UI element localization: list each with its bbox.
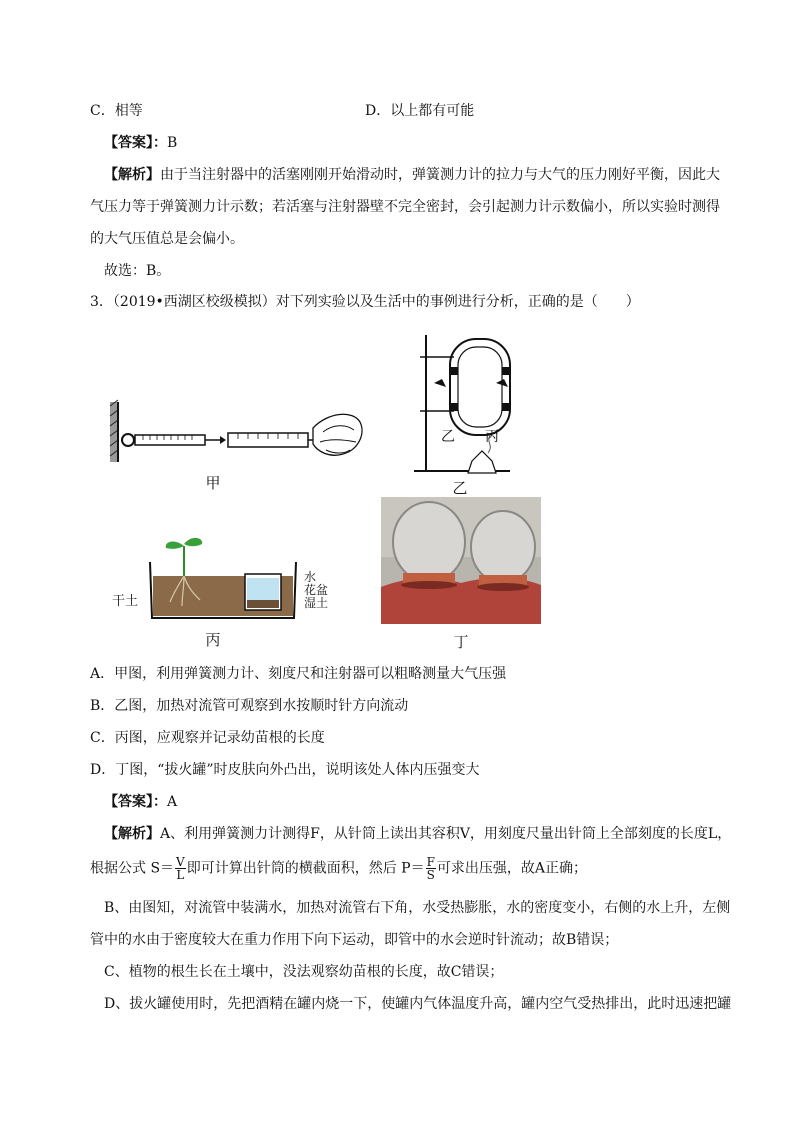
q3-analysis-a-line1 bbox=[104, 824, 731, 844]
answer-value: B bbox=[167, 135, 178, 151]
formula-mid: 即可计算出针筒的横截面积，然后 P＝ bbox=[186, 860, 425, 877]
q3-analysis-d: D、拔火罐使用时，先把酒精在罐内烧一下，使罐内气体温度升高，罐内空气受热排出，此时迅速把罐 bbox=[104, 996, 732, 1012]
fraction-v-over-l bbox=[175, 856, 186, 881]
option-d: D．以上都有可能 bbox=[365, 103, 475, 119]
q3-analysis-c: C、植物的根生长在土壤中，没法观察幼苗根的长度，故C错误； bbox=[104, 964, 504, 980]
analysis-text: A、利用弹簧测力计测得F，从针筒上读出其容积V，用刻度尺量出针筒上全部刻度的长度L， bbox=[160, 826, 732, 842]
prev-analysis-line3: 的大气压值总是会偏小。 bbox=[90, 231, 244, 247]
option-c-q3: C．丙图，应观察并记录幼苗根的长度 bbox=[90, 730, 325, 746]
figure-bing-tag-wet-soil: 湿土 bbox=[304, 596, 329, 610]
formula-post: 可求出压强，故A正确； bbox=[436, 860, 588, 877]
figure-bing-tag-dry-soil: 干土 bbox=[112, 594, 139, 609]
q3-analysis-b-line1: B、由图知，对流管中装满水，加热对流管右下角，水受热膨胀，水的密度变小，右侧的水上升，左侧 bbox=[104, 900, 731, 916]
analysis-text: 由于当注射器中的活塞刚刚开始滑动时，弹簧测力计的拉力与大气的压力刚好平衡，因此大 bbox=[160, 167, 720, 183]
figure-ding-label: 丁 bbox=[453, 633, 469, 651]
fraction-f-over-s bbox=[426, 856, 436, 881]
figure-yi-tag-bing: 丙 bbox=[485, 429, 499, 445]
figure-jia-syringe bbox=[108, 392, 368, 472]
option-d-q3: D．丁图，“拔火罐”时皮肤向外凸出，说明该处人体内压强变大 bbox=[90, 762, 480, 778]
answer-label: 【答案】： bbox=[104, 794, 167, 810]
question3-stem: 3．（2019•西湖区校级模拟）对下列实验以及生活中的事例进行分析，正确的是（ ） bbox=[90, 294, 640, 310]
q3-analysis-b-line2: 管中的水由于密度较大在重力作用下向下运动，即管中的水会逆时针流动；故B错误； bbox=[90, 932, 619, 948]
option-a: A．甲图，利用弹簧测力计、刻度尺和注射器可以粗略测量大气压强 bbox=[90, 666, 507, 682]
prev-answer bbox=[104, 133, 177, 153]
prev-analysis-line2: 气压力等于弹簧测力计示数；若活塞与注射器壁不完全密封，会引起测力计示数偏小，所以实验时测得 bbox=[90, 199, 720, 215]
analysis-label: 【解析】 bbox=[104, 826, 160, 842]
frac-denominator: L bbox=[176, 868, 185, 882]
figure-bing-tag-pot: 花盆 bbox=[304, 583, 329, 597]
prev-conclusion: 故选：B。 bbox=[104, 263, 171, 279]
figure-yi-convection-tube bbox=[410, 333, 520, 478]
figure-bing-tag-water: 水 bbox=[304, 570, 317, 584]
frac-numerator: F bbox=[426, 855, 435, 869]
formula-pre: 根据公式 S＝ bbox=[90, 860, 175, 877]
analysis-label: 【解析】 bbox=[104, 167, 160, 183]
figure-bing-label: 丙 bbox=[205, 631, 221, 649]
option-c: C．相等 bbox=[90, 103, 143, 119]
frac-denominator: S bbox=[426, 868, 435, 882]
figure-jia-label: 甲 bbox=[205, 474, 221, 492]
figure-ding-cupping-photo bbox=[381, 497, 541, 624]
figure-yi-label: 乙 bbox=[452, 479, 468, 497]
answer-value: A bbox=[167, 794, 178, 810]
figure-bing-seedling-pot bbox=[148, 532, 298, 622]
figure-yi-tag-yi: 乙 bbox=[441, 429, 455, 445]
frac-numerator: V bbox=[176, 855, 185, 869]
q3-analysis-a-line2 bbox=[90, 856, 587, 881]
option-b: B．乙图，加热对流管可观察到水按顺时针方向流动 bbox=[90, 698, 409, 714]
q3-answer bbox=[104, 792, 177, 812]
answer-label: 【答案】： bbox=[104, 135, 167, 151]
prev-analysis-line1 bbox=[104, 165, 720, 185]
